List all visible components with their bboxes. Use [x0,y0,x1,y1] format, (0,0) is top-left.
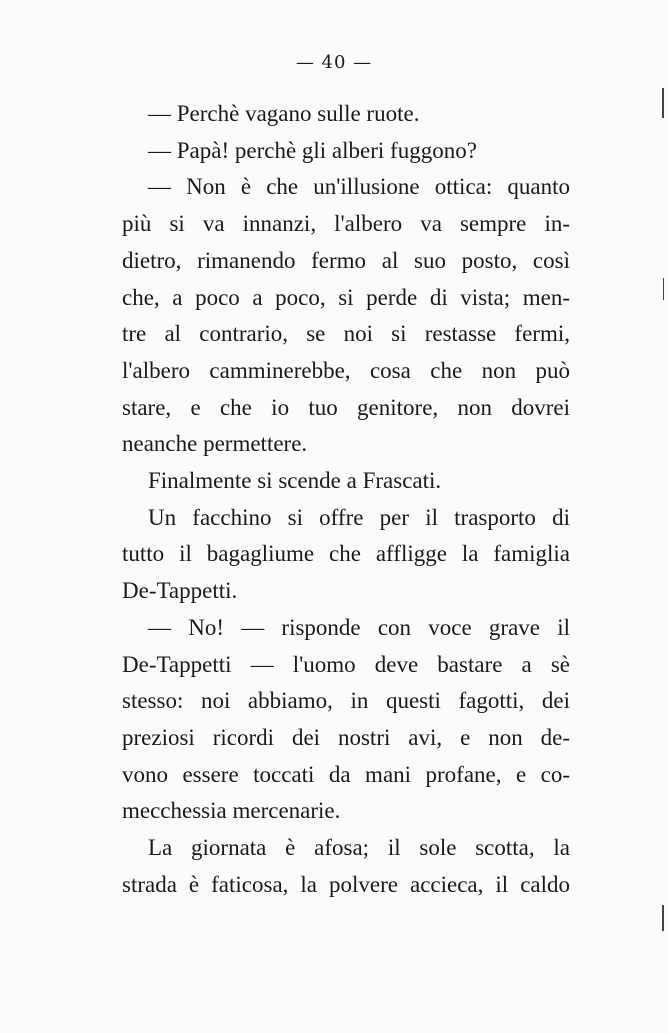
paragraph-continuation [122,426,570,463]
paragraph [122,500,570,537]
paragraph [122,463,570,500]
text-line: dietro, rimanendo fermo al suo posto, così [122,247,570,273]
text-line: che, a poco a poco, si perde di vista; men- [122,284,570,310]
paragraph [122,610,570,647]
scan-edge-mark [662,905,664,931]
paragraph-continuation [122,573,570,610]
paragraph-continuation [122,280,570,317]
page-number: — 40 — [295,52,373,73]
text-line: stesso: noi abbiamo, in questi fagotti, dei [122,688,570,714]
paragraph-continuation [122,206,570,243]
paragraph-continuation [122,536,570,573]
paragraph-continuation [122,867,570,904]
paragraph-continuation [122,316,570,353]
paragraph-continuation [122,793,570,830]
paragraph-continuation [122,243,570,280]
text-line: stare, e che io tuo genitore, non dovrei [122,394,570,420]
text-line: — Papà! perchè gli alberi fuggono? [148,137,477,163]
text-line: Finalmente si scende a Frascati. [148,468,442,494]
body-text [122,96,570,903]
text-line: — Non è che un'illusione ottica: quanto [148,174,570,200]
paragraph-continuation [122,720,570,757]
text-line: — No! — risponde con voce grave il [148,614,570,640]
text-line: vono essere toccati da mani profane, e co- [122,761,570,787]
text-line: La giornata è afosa; il sole scotta, la [148,835,570,861]
text-line: tre al contrario, se noi si restasse fermi, [122,321,570,347]
paragraph-continuation [122,757,570,794]
paragraph [122,830,570,867]
text-line: neanche permettere. [122,431,308,457]
paragraph [122,96,570,133]
paragraph-continuation [122,353,570,390]
text-line: De-Tappetti — l'uomo deve bastare a sè [122,651,570,677]
text-line: tutto il bagagliume che affligge la famiglia [122,541,570,567]
text-line: Un facchino si offre per il trasporto di [148,504,570,530]
paragraph-continuation [122,390,570,427]
paragraph-continuation [122,647,570,684]
text-line: — Perchè vagano sulle ruote. [148,101,420,126]
text-line: preziosi ricordi dei nostri avi, e non de- [122,724,570,750]
scan-edge-mark [663,278,664,300]
text-line: strada è faticosa, la polvere accieca, il caldo [122,871,570,897]
text-line: De-Tappetti. [122,578,238,604]
text-line: l'albero camminerebbe, cosa che non può [122,357,570,383]
scan-edge-mark [662,88,664,118]
text-line: mecchessia mercenarie. [122,798,341,824]
paragraph [122,169,570,206]
paragraph-continuation [122,683,570,720]
paragraph [122,133,570,170]
text-line: più si va innanzi, l'albero va sempre in- [122,211,570,237]
